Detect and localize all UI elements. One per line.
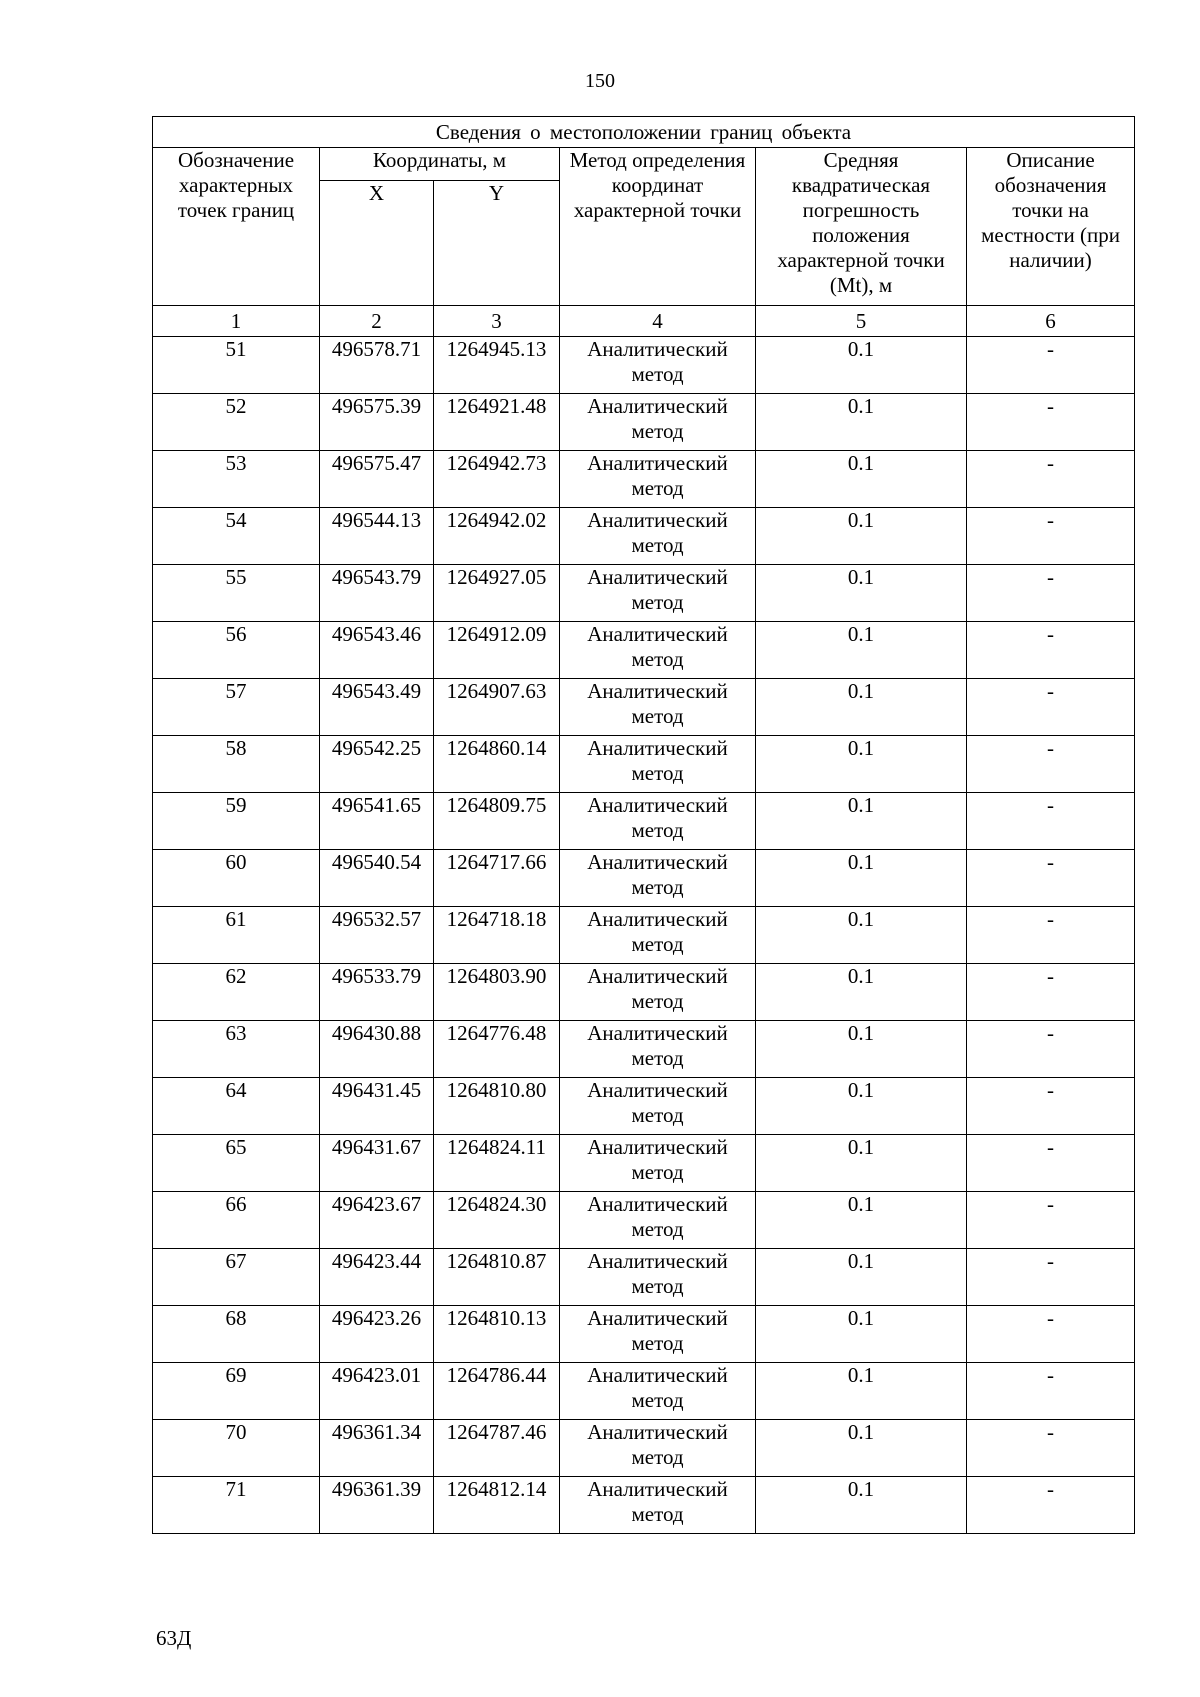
table-row [153,736,1135,793]
point-number: 61 [153,907,320,964]
description-cell: - [967,565,1135,622]
header-x: X [320,181,434,306]
x-coordinate: 496533.79 [320,964,434,1021]
column-number: 1 [153,306,320,337]
y-coordinate: 1264907.63 [434,679,560,736]
point-number: 55 [153,565,320,622]
x-coordinate: 496361.39 [320,1477,434,1534]
method-cell: Аналитический метод [560,451,756,508]
table-row [153,1477,1135,1534]
error-cell: 0.1 [756,1135,967,1192]
header-error: Средняя квадратическая погрешность положения характерной точки (Mt), м [756,148,967,306]
method-cell: Аналитический метод [560,622,756,679]
x-coordinate: 496540.54 [320,850,434,907]
method-cell: Аналитический метод [560,1021,756,1078]
description-cell: - [967,964,1135,1021]
y-coordinate: 1264824.30 [434,1192,560,1249]
y-coordinate: 1264717.66 [434,850,560,907]
point-number: 66 [153,1192,320,1249]
method-cell: Аналитический метод [560,1135,756,1192]
method-cell: Аналитический метод [560,337,756,394]
y-coordinate: 1264927.05 [434,565,560,622]
header-description: Описание обозначения точки на местности (при наличии) [967,148,1135,306]
x-coordinate: 496575.47 [320,451,434,508]
y-coordinate: 1264824.11 [434,1135,560,1192]
error-cell: 0.1 [756,964,967,1021]
error-cell: 0.1 [756,1249,967,1306]
table-row [153,1078,1135,1135]
point-number: 64 [153,1078,320,1135]
column-number: 5 [756,306,967,337]
point-number: 53 [153,451,320,508]
method-cell: Аналитический метод [560,964,756,1021]
description-cell: - [967,1021,1135,1078]
description-cell: - [967,1306,1135,1363]
method-cell: Аналитический метод [560,679,756,736]
description-cell: - [967,394,1135,451]
x-coordinate: 496575.39 [320,394,434,451]
x-coordinate: 496431.45 [320,1078,434,1135]
table-row [153,907,1135,964]
error-cell: 0.1 [756,622,967,679]
error-cell: 0.1 [756,1363,967,1420]
column-number: 6 [967,306,1135,337]
x-coordinate: 496542.25 [320,736,434,793]
method-cell: Аналитический метод [560,850,756,907]
description-cell: - [967,1249,1135,1306]
table-row [153,1363,1135,1420]
table-row [153,508,1135,565]
error-cell: 0.1 [756,1192,967,1249]
error-cell: 0.1 [756,451,967,508]
table-row [153,1135,1135,1192]
description-cell: - [967,679,1135,736]
column-number: 3 [434,306,560,337]
y-coordinate: 1264810.80 [434,1078,560,1135]
point-number: 70 [153,1420,320,1477]
table-row [153,1420,1135,1477]
point-number: 71 [153,1477,320,1534]
y-coordinate: 1264786.44 [434,1363,560,1420]
y-coordinate: 1264810.87 [434,1249,560,1306]
y-coordinate: 1264812.14 [434,1477,560,1534]
method-cell: Аналитический метод [560,1420,756,1477]
description-cell: - [967,1192,1135,1249]
y-coordinate: 1264912.09 [434,622,560,679]
point-number: 68 [153,1306,320,1363]
method-cell: Аналитический метод [560,1306,756,1363]
error-cell: 0.1 [756,394,967,451]
method-cell: Аналитический метод [560,1249,756,1306]
error-cell: 0.1 [756,850,967,907]
method-cell: Аналитический метод [560,1477,756,1534]
description-cell: - [967,793,1135,850]
table-row [153,337,1135,394]
table-body [153,337,1135,1534]
table-row [153,679,1135,736]
method-cell: Аналитический метод [560,508,756,565]
method-cell: Аналитический метод [560,394,756,451]
x-coordinate: 496423.26 [320,1306,434,1363]
error-cell: 0.1 [756,1021,967,1078]
error-cell: 0.1 [756,565,967,622]
y-coordinate: 1264787.46 [434,1420,560,1477]
point-number: 69 [153,1363,320,1420]
x-coordinate: 496423.01 [320,1363,434,1420]
y-coordinate: 1264945.13 [434,337,560,394]
point-number: 65 [153,1135,320,1192]
point-number: 62 [153,964,320,1021]
error-cell: 0.1 [756,736,967,793]
description-cell: - [967,1078,1135,1135]
column-number-row [153,306,1135,337]
x-coordinate: 496361.34 [320,1420,434,1477]
x-coordinate: 496541.65 [320,793,434,850]
y-coordinate: 1264810.13 [434,1306,560,1363]
point-number: 57 [153,679,320,736]
point-number: 56 [153,622,320,679]
point-number: 60 [153,850,320,907]
error-cell: 0.1 [756,337,967,394]
x-coordinate: 496431.67 [320,1135,434,1192]
description-cell: - [967,1135,1135,1192]
y-coordinate: 1264860.14 [434,736,560,793]
page-number: 150 [585,70,615,92]
description-cell: - [967,622,1135,679]
method-cell: Аналитический метод [560,1078,756,1135]
description-cell: - [967,736,1135,793]
point-number: 51 [153,337,320,394]
error-cell: 0.1 [756,907,967,964]
description-cell: - [967,1477,1135,1534]
method-cell: Аналитический метод [560,565,756,622]
table-row [153,793,1135,850]
header-method: Метод определения координат характерной точки [560,148,756,306]
point-number: 63 [153,1021,320,1078]
error-cell: 0.1 [756,1078,967,1135]
point-number: 67 [153,1249,320,1306]
error-cell: 0.1 [756,1477,967,1534]
point-number: 59 [153,793,320,850]
method-cell: Аналитический метод [560,1363,756,1420]
y-coordinate: 1264921.48 [434,394,560,451]
point-number: 54 [153,508,320,565]
point-number: 52 [153,394,320,451]
description-cell: - [967,907,1135,964]
x-coordinate: 496543.49 [320,679,434,736]
x-coordinate: 496532.57 [320,907,434,964]
error-cell: 0.1 [756,1306,967,1363]
y-coordinate: 1264809.75 [434,793,560,850]
description-cell: - [967,1363,1135,1420]
table-row [153,451,1135,508]
error-cell: 0.1 [756,679,967,736]
x-coordinate: 496544.13 [320,508,434,565]
x-coordinate: 496430.88 [320,1021,434,1078]
x-coordinate: 496543.79 [320,565,434,622]
column-number: 2 [320,306,434,337]
table-row [153,1249,1135,1306]
point-number: 58 [153,736,320,793]
footer-code: 63Д [156,1626,192,1650]
column-number: 4 [560,306,756,337]
description-cell: - [967,451,1135,508]
header-y: Y [434,181,560,306]
method-cell: Аналитический метод [560,907,756,964]
table-title: Сведения о местоположении границ объекта [153,117,1135,148]
header-point-designation: Обозначение характерных точек границ [153,148,320,306]
description-cell: - [967,850,1135,907]
description-cell: - [967,1420,1135,1477]
table-row [153,394,1135,451]
table-row [153,622,1135,679]
x-coordinate: 496543.46 [320,622,434,679]
table-row [153,964,1135,1021]
boundary-coordinates-table [152,116,1135,1534]
table-row [153,1306,1135,1363]
description-cell: - [967,508,1135,565]
error-cell: 0.1 [756,1420,967,1477]
method-cell: Аналитический метод [560,793,756,850]
method-cell: Аналитический метод [560,736,756,793]
table-row [153,1021,1135,1078]
header-coordinates: Координаты, м [320,148,560,181]
error-cell: 0.1 [756,508,967,565]
description-cell: - [967,337,1135,394]
table-row [153,565,1135,622]
x-coordinate: 496423.67 [320,1192,434,1249]
x-coordinate: 496578.71 [320,337,434,394]
table-row [153,850,1135,907]
y-coordinate: 1264942.73 [434,451,560,508]
table-row [153,1192,1135,1249]
x-coordinate: 496423.44 [320,1249,434,1306]
y-coordinate: 1264803.90 [434,964,560,1021]
y-coordinate: 1264718.18 [434,907,560,964]
method-cell: Аналитический метод [560,1192,756,1249]
error-cell: 0.1 [756,793,967,850]
y-coordinate: 1264776.48 [434,1021,560,1078]
y-coordinate: 1264942.02 [434,508,560,565]
